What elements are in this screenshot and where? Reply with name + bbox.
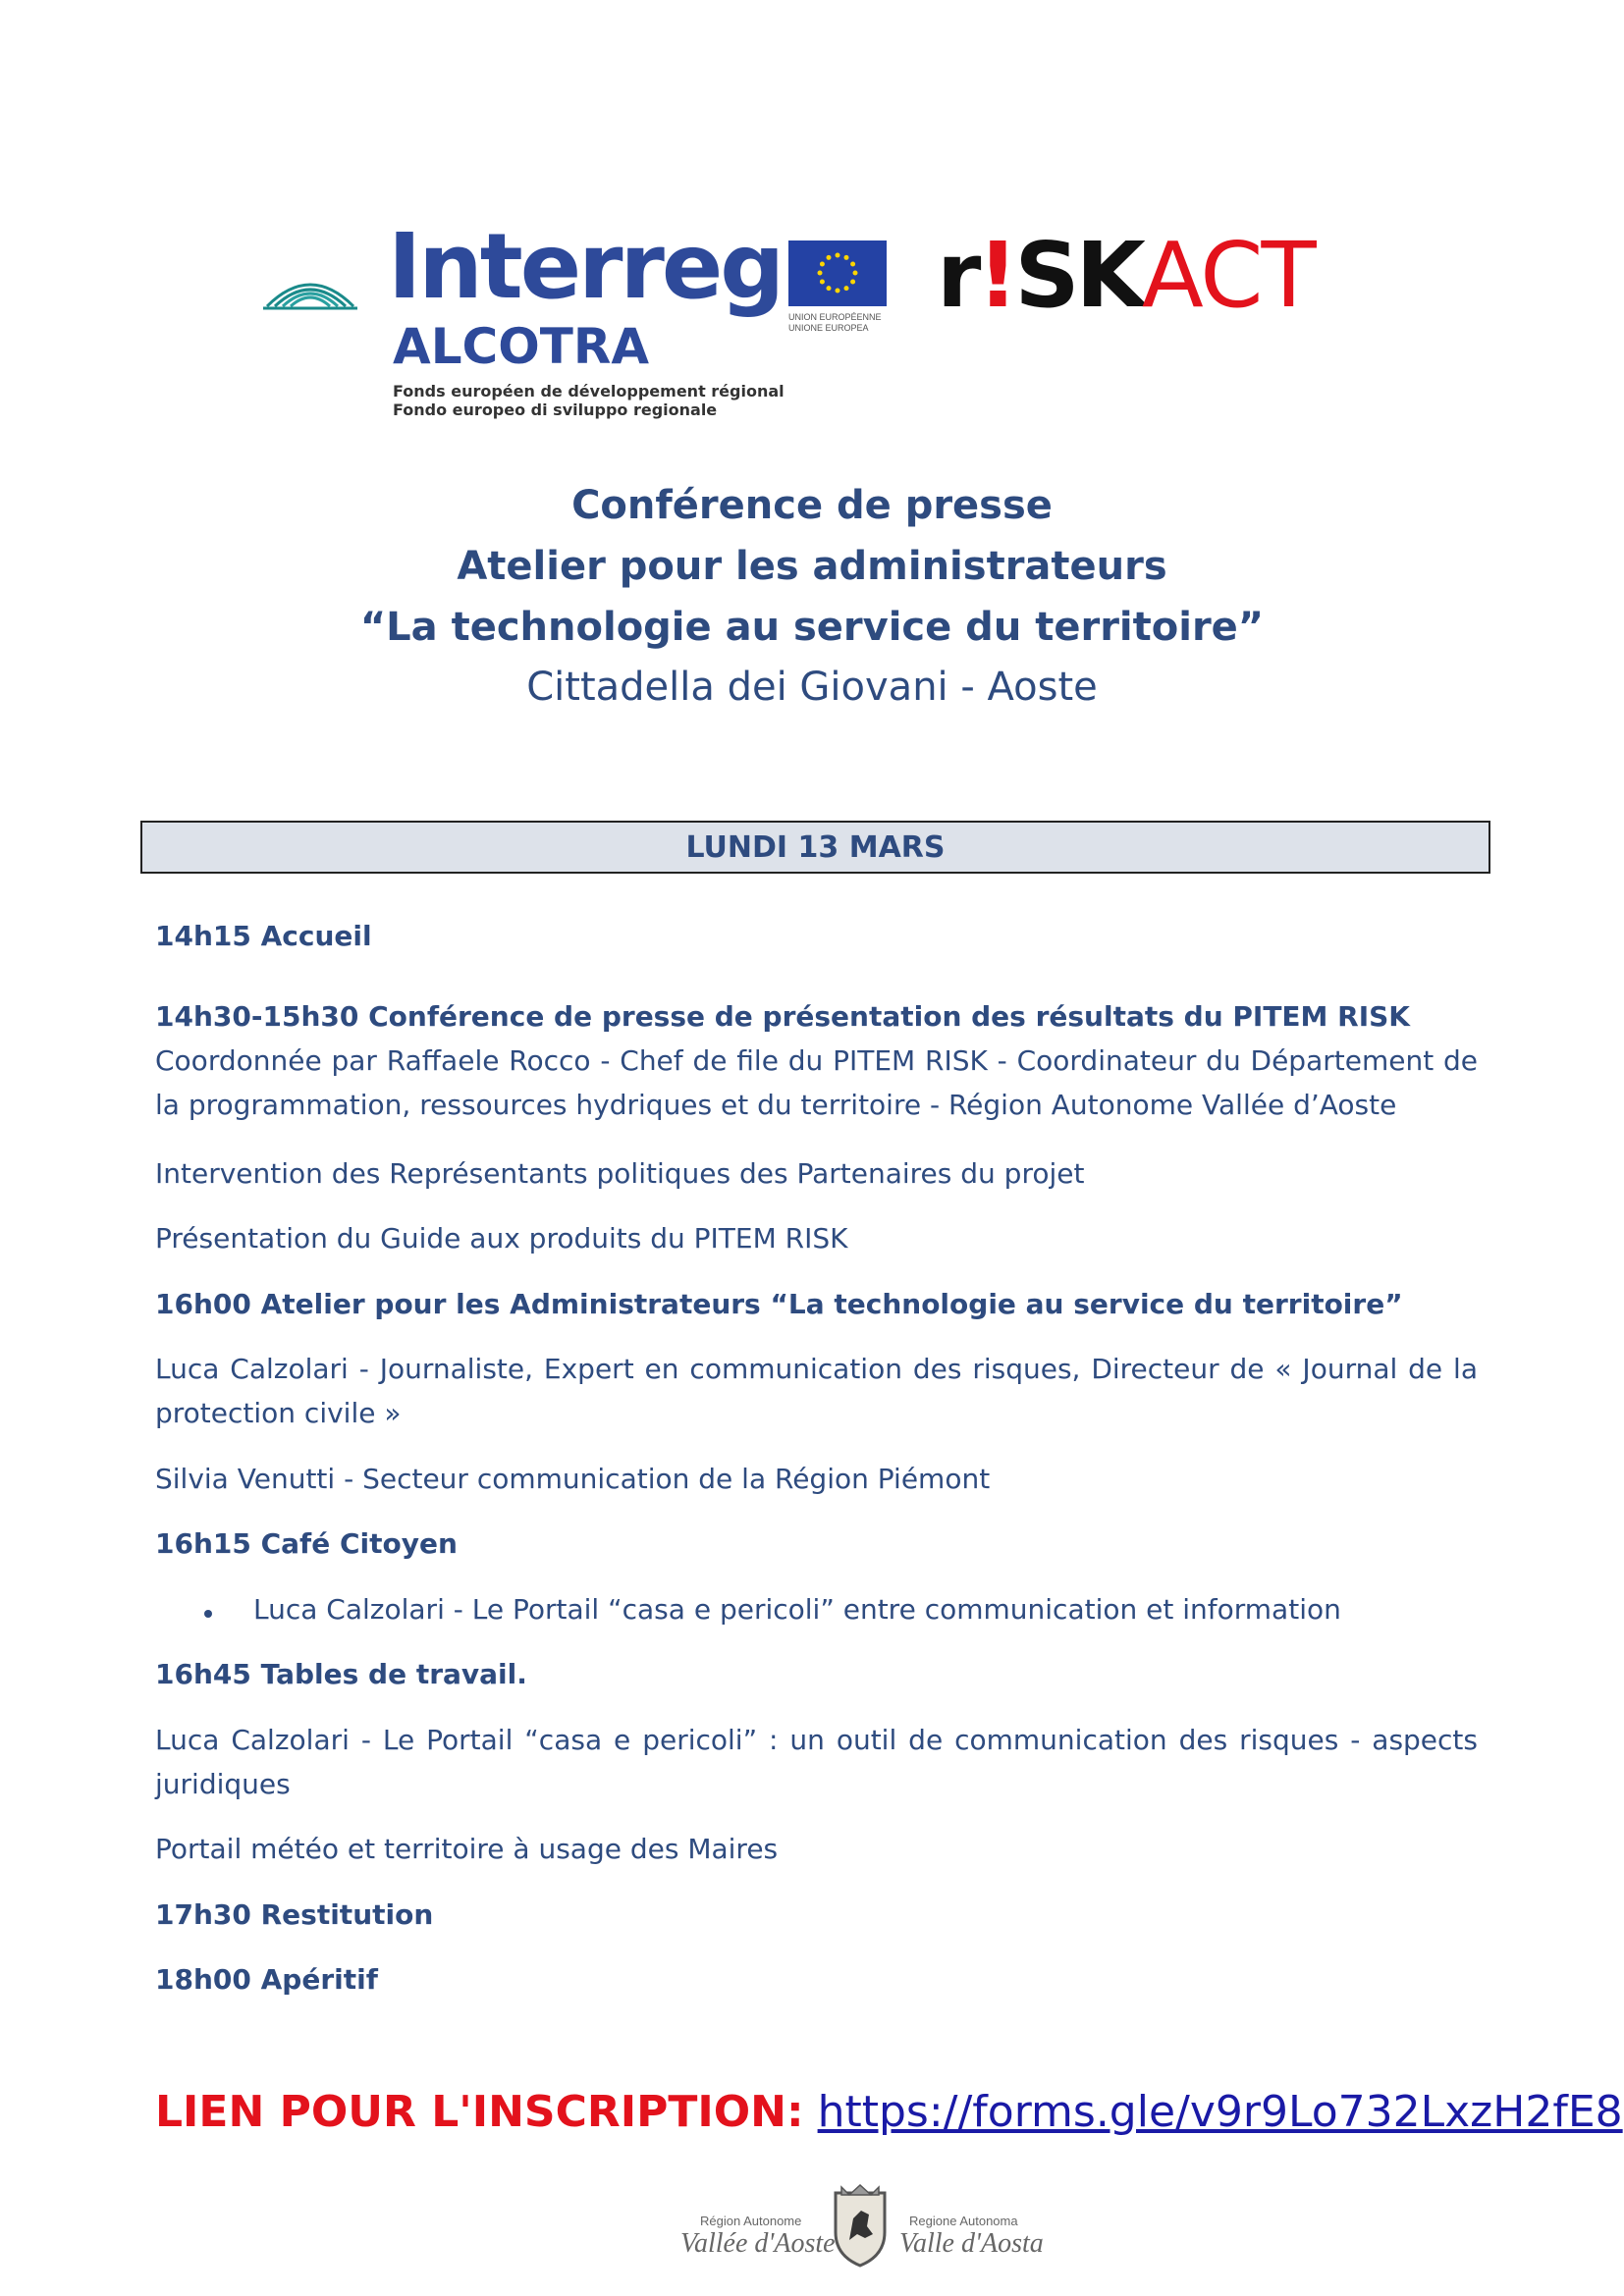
programme-item-accueil: 14h15 Accueil (155, 920, 372, 952)
title-line-1: Conférence de presse (571, 483, 1053, 528)
riskact-logo-r: r (937, 223, 978, 328)
riskact-logo-act: ACT (1141, 223, 1315, 328)
programme-item-workshop: 16h00 Atelier pour les Administrateurs “La technologie au service du territoire” (155, 1288, 1403, 1320)
footer-region-fr-name: Vallée d'Aoste (680, 2228, 836, 2259)
footer-region-it-name: Valle d'Aosta (899, 2228, 1044, 2259)
programme-press-coordination: Coordonnée par Raffaele Rocco - Chef de file du PITEM RISK - Coordinateur du Département de la programmation, ressources hydriques et du territoire - Région Autonome Vallée d’Aoste (155, 1044, 1478, 1121)
programme-workshop-speaker-1: Luca Calzolari - Journaliste, Expert en communication des risques, Directeur de « Journal de la protection civile » (155, 1353, 1478, 1429)
programme-item-work-tables: 16h45 Tables de travail. (155, 1658, 527, 1690)
programme-weather-portal: Portail météo et territoire à usage des Maires (155, 1833, 779, 1865)
footer-region-fr-small: Région Autonome (700, 2214, 802, 2228)
programme-work-tables-speaker: Luca Calzolari - Le Portail “casa e pericoli” : un outil de communication des risques - aspects juridiques (155, 1724, 1478, 1800)
programme-item-restitution: 17h30 Restitution (155, 1898, 434, 1931)
region-crest-icon (828, 2183, 893, 2268)
footer-region-it-small: Regione Autonoma (909, 2214, 1018, 2228)
programme-guide-presentation: Présentation du Guide aux produits du PITEM RISK (155, 1222, 848, 1255)
alcotra-logo-text: ALCOTRA (393, 318, 650, 375)
programme-item-aperitif: 18h00 Apéritif (155, 1963, 378, 1996)
riskact-logo (937, 223, 1315, 328)
programme-item-cafe-citoyen: 16h15 Café Citoyen (155, 1527, 458, 1560)
bullet-icon (204, 1610, 212, 1618)
registration-link[interactable]: https://forms.gle/v9r9Lo732LxzH2fE8 (817, 2087, 1623, 2137)
eu-caption-it: UNIONE EUROPEA (788, 323, 869, 333)
title-line-2: Atelier pour les administrateurs (457, 544, 1167, 589)
title-line-3: “La technologie au service du territoire” (359, 605, 1265, 650)
registration-label: LIEN POUR L'INSCRIPTION: (155, 2087, 804, 2137)
riskact-logo-excl: ! (977, 223, 1015, 328)
eu-caption-fr: UNION EUROPÉENNE (788, 312, 882, 322)
riskact-logo-sk: SK (1014, 223, 1142, 328)
title-venue: Cittadella dei Giovani - Aoste (526, 665, 1098, 710)
alcotra-arch-icon (263, 267, 357, 310)
day-banner: LUNDI 13 MARS (140, 821, 1490, 874)
fund-line-it: Fondo europeo di sviluppo regionale (393, 400, 718, 419)
fund-line-fr: Fonds européen de développement régional (393, 382, 785, 400)
interreg-logo-text: Interreg (388, 214, 783, 319)
programme-item-press-conference: 14h30-15h30 Conférence de presse de présentation des résultats du PITEM RISK (155, 1000, 1411, 1033)
programme-political-intervention: Intervention des Représentants politiques des Partenaires du projet (155, 1157, 1085, 1190)
programme-cafe-speaker: Luca Calzolari - Le Portail “casa e pericoli” entre communication et information (253, 1593, 1341, 1626)
eu-flag-icon (788, 240, 887, 306)
programme-workshop-speaker-2: Silvia Venutti - Secteur communication de la Région Piémont (155, 1463, 991, 1495)
registration-row (155, 2085, 1623, 2140)
